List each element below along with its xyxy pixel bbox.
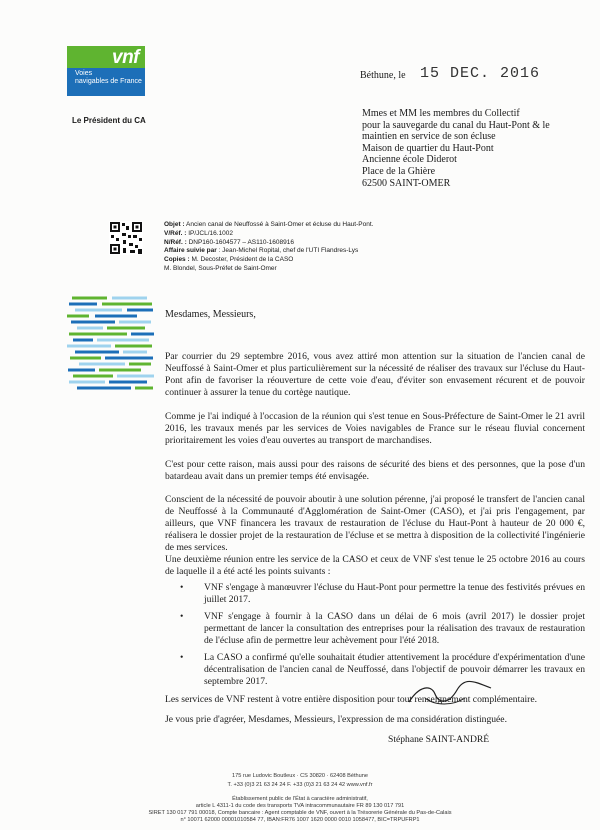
vnf-logo [67,46,145,96]
recipient-line: Ancienne école Diderot [362,154,457,166]
ref-suivie: Affaire suivie par : Jean-Michel Ropital, chef de l'UTI Flandres-Lys [164,247,359,255]
greeting: Mesdames, Messieurs, [165,309,256,320]
letter-references [164,221,373,274]
logo-green-band [67,46,145,68]
date-stamp: 15 DEC. 2016 [420,65,541,82]
ref-nref-label: N/Réf. : [164,238,187,246]
logo-subtitle-2: navigables de France [75,78,142,85]
handwritten-signature [405,680,495,708]
qr-code-icon [109,221,143,255]
ref-copies [164,256,373,265]
footer-phones: T. +33 (0)3 21 63 24 24 F. +33 (0)3 21 63 24 42 www.vnf.fr [227,782,373,788]
logo-subtitle-1: Voies [75,70,93,77]
closing-line-2: Je vous prie d'agréer, Mesdames, Messieurs, l'expression de ma considération distinguée. [165,714,507,725]
footer-legal-2: article L 4311-1 du code des transports TVA intracommunautaire FR 89 130 017 791 [195,803,405,809]
recipient-address [362,108,592,189]
footer-legal-4: n° 10071 62000 00001010584 77, IBAN:FR76 1007 1620 0000 0010 1058477, BIC=TRPUFRP1 [180,817,420,823]
ref-copies-label: Copies : [164,256,190,264]
ref-suivie-value: Jean-Michel Ropital, chef de l'UTI Flandres-Lys [222,247,359,255]
place-label: Béthune, le [360,70,406,81]
ref-vref [164,230,373,239]
decorative-stripes [67,295,155,395]
ref-objet [164,221,373,230]
body-paragraph-1: Par courrier du 29 septembre 2016, vous avez attiré mon attention sur la situation de l'ancien canal de Neuffossé à Saint-Omer et plus particulièrement sur la nécessité de réaliser des travaux sur l'écluse du Haut-Pont afin de favoriser la réouverture de cette voie d'eau, d'éviter son envasement récurent et de pouvoir continuer à assurer la tenue du cortège nautique. [165,351,585,398]
agreed-points-list [180,582,585,693]
closing-line-1: Les services de VNF restent à votre entière disposition pour tout renseignement complémentaire. [165,694,538,705]
signatory-name: Stéphane SAINT-ANDRÉ [388,734,490,745]
ref-nref-value: DNP160-1604577 – AS110-1608916 [188,238,294,246]
recipient-line: maintien en service de son écluse [362,131,496,143]
body-paragraph-2: Comme je l'ai indiqué à l'occasion de la réunion qui s'est tenue en Sous-Préfecture de Saint-Omer le 21 avril 2016, les travaux menés par les services de Voies navigables de France sur le réseau fluvial concernent prioritairement les voies d'eau ouvertes au transport de marchandises. [165,411,585,446]
body-paragraph-4: Conscient de la nécessité de pouvoir aboutir à une solution pérenne, j'ai proposé le transfert de l'ancien canal de Neuffossé à la Communauté d'Agglomération de Saint-Omer (CASO), et j'ai pris l'engagement, par ailleurs, que VNF financera les travaux de restauration de l'écluse du Haut-Pont à hauteur de 20 000 €, réalisera le dossier projet de la restauration de l'écluse et se mettra à disposition de la collectivité l'ingénierie de mes services. [165,494,585,553]
ref-objet-value: Ancien canal de Neuffossé à Saint-Omer et écluse du Haut-Pont. [186,221,374,228]
ref-objet-label: Objet : [164,221,185,228]
ref-copies-2 [164,265,373,274]
sender-title: Le Président du CA [72,116,146,125]
footer-address: 175 rue Ludovic Boutleux · CS 30820 · 62408 Béthune [232,773,368,779]
ref-copies-value-1: M. Decoster, Président de la CASO [191,256,294,264]
ref-copies-value-2: M. Blondel, Sous-Préfet de Saint-Omer [164,264,277,272]
ref-vref-value: IP/JCL/16.1002 [188,229,234,237]
ref-suivie-label: Affaire suivie par [164,247,217,255]
ref-nref [164,239,373,248]
body-paragraph-3: C'est pour cette raison, mais aussi pour des raisons de sécurité des biens et des personnes, que la pose d'un batardeau avait dans un premier temps été envisagée. [165,459,585,482]
logo-blue-band [67,68,145,96]
list-item: • VNF s'engage à fournir à la CASO dans un délai de 6 mois (avril 2017) le dossier projet permettant de lancer la consultation des entreprises pour la réalisation des travaux de restauration de l'écluse afin de permettre leur achèvement pour l'été 2018. [180,611,585,647]
recipient-line: pour la sauvegarde du canal du Haut-Pont & le [362,119,550,131]
recipient-line: Mmes et MM les membres du Collectif [362,108,520,119]
recipient-line: Maison de quartier du Haut-Pont [362,142,494,154]
logo-name: vnf [112,47,139,68]
ref-vref-label: V/Réf. : [164,229,187,237]
list-item: • VNF s'engage à manœuvrer l'écluse du Haut-Pont pour permettre la tenue des festivités prévues en juillet 2017. [180,582,585,606]
footer-legal-3: SIRET 130 017 791 00018, Compte bancaire : Agent comptable de VNF, ouvert à la Trésorerie Générale du Pas-de-Calais [148,810,452,816]
recipient-line: 62500 SAINT-OMER [362,177,451,189]
list-item: • La CASO a confirmé qu'elle souhaitait étudier attentivement la procédure d'expérimentation d'une décentralisation de l'ancien canal de Neuffossé, dans l'objectif de pouvoir démarrer les travaux en septembre 2017. [180,652,585,688]
footer-legal-1: Établissement public de l'État à caractère administratif, [232,796,368,802]
recipient-line: Place de la Ghière [362,165,436,177]
body-paragraph-5: Une deuxième réunion entre les service de la CASO et ceux de VNF s'est tenue le 25 octobre 2016 au cours de laquelle il a été acté les points suivants : [165,554,585,577]
